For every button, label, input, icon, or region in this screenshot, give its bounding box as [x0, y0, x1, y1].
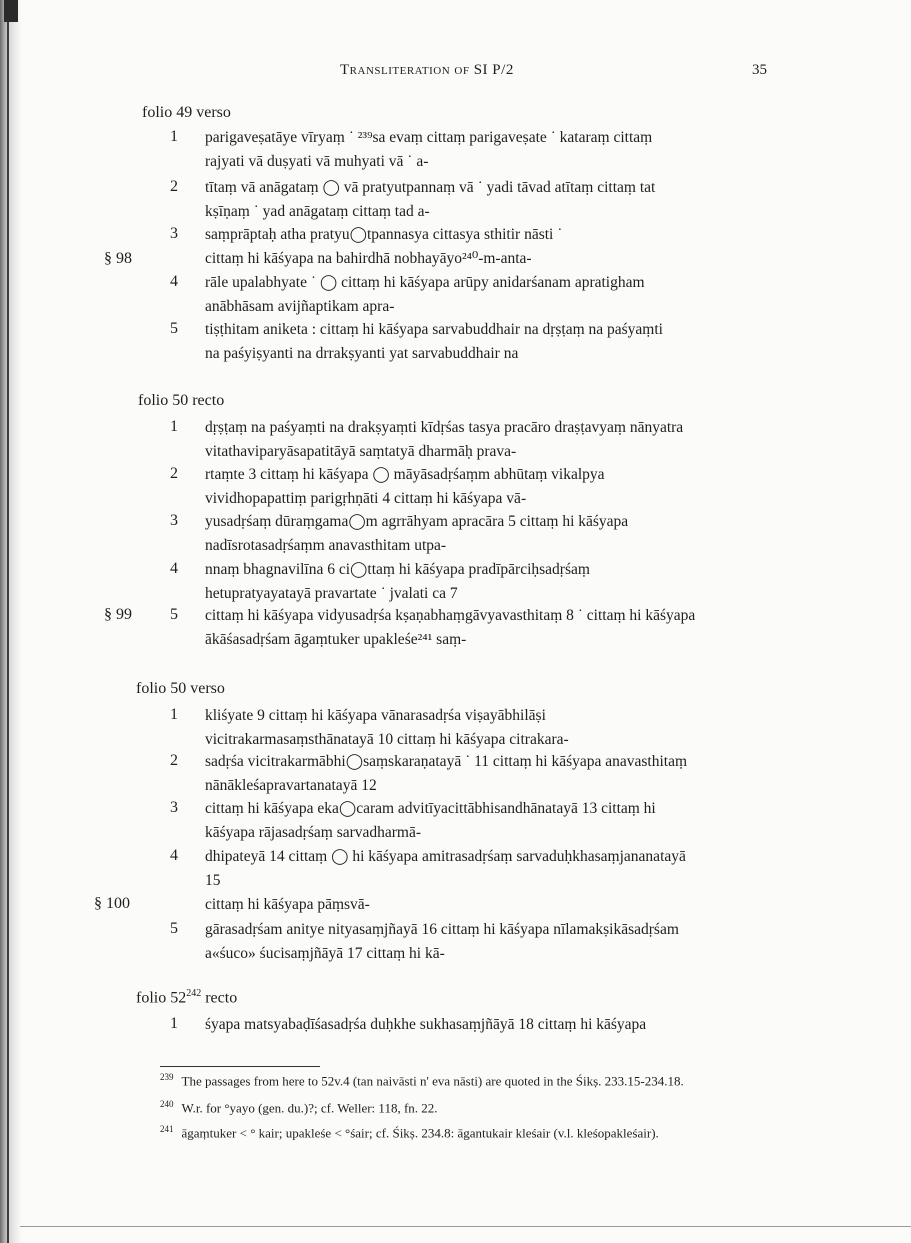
line-number: 2: [170, 752, 178, 769]
line-text: rāle upalabhyate ˙ ◯ cittaṃ hi kāśyapa arūpy anidarśanam apratigham: [205, 274, 645, 291]
line-number: 1: [170, 418, 178, 435]
line-text-continued: a«śuco» śucisaṃjñāyā 17 cittaṃ hi kā-: [205, 945, 445, 962]
line-number: 3: [170, 512, 178, 529]
line-number: 5: [170, 606, 178, 623]
section-marker: § 98: [104, 250, 132, 267]
line-text-continued: rajyati vā duṣyati vā muhyati vā ˙ a-: [205, 153, 429, 170]
line-text: kliśyate 9 cittaṃ hi kāśyapa vānarasadṛśa viṣayābhilāṣi: [205, 707, 546, 724]
line-text-continued: nānākleśapravartanatayā 12: [205, 777, 377, 794]
line-text: tītaṃ vā anāgataṃ ◯ vā pratyutpannaṃ vā ˙ yadi tāvad atītaṃ cittaṃ tat: [205, 179, 656, 196]
line-number: 1: [170, 128, 178, 145]
footnote-number: 240: [160, 1099, 174, 1109]
line-number: 5: [170, 920, 178, 937]
footnote-number: 239: [160, 1072, 174, 1082]
line-text-continued: ākāśasadṛśam āgaṃtuker upakleśe²⁴¹ saṃ-: [205, 631, 467, 648]
scan-bottom-edge: [20, 1226, 911, 1227]
line-text-continued: hetupratyayatayā pravartate ˙ jvalati ca 7: [205, 585, 458, 602]
book-binding-shadow: [0, 0, 22, 1243]
folio-heading: folio $52^{242}$ recto: [136, 988, 238, 1007]
line-text-continued: anābhāsam avijñaptikam apra-: [205, 298, 395, 315]
line-text: rtaṃte 3 cittaṃ hi kāśyapa ◯ māyāsadṛśaṃm abhūtaṃ vikalpya: [205, 466, 605, 483]
line-text: parigaveṣatāye vīryaṃ ˙ ²³⁹sa evaṃ cittaṃ parigaveṣate ˙ kataraṃ cittaṃ: [205, 129, 653, 146]
section-marker: § 100: [94, 895, 130, 912]
line-number: 5: [170, 320, 178, 337]
footnote-rule: [160, 1066, 320, 1067]
line-text: yusadṛśaṃ dūraṃgama◯m agrrāhyam apracāra 5 cittaṃ hi kāśyapa: [205, 513, 629, 530]
line-number: 2: [170, 465, 178, 482]
line-number: 3: [170, 799, 178, 816]
line-text: sadṛśa vicitrakarmābhi◯saṃskaraṇatayā ˙ 11 cittaṃ hi kāśyapa anavasthitaṃ: [205, 753, 688, 770]
scan-corner-mark: [4, 0, 18, 22]
footnote-text: The passages from here to 52v.4 (tan naivāsti n' eva nāsti) are quoted in the Śikṣ. 233.15-234.18.: [181, 1073, 684, 1089]
line-number: 1: [170, 706, 178, 723]
page-number: 35: [752, 62, 767, 78]
line-number: 4: [170, 560, 178, 577]
line-text-continued: kṣīṇaṃ ˙ yad anāgataṃ cittaṃ tad a-: [205, 203, 430, 220]
line-text-continued: cittaṃ hi kāśyapa na bahirdhā nobhayāyo²⁴⁰-m-anta-: [205, 250, 532, 267]
folio-heading: folio 50 verso: [136, 680, 225, 697]
line-text-continued: na paśyiṣyanti na drrakṣyanti yat sarvabuddhair na: [205, 345, 519, 362]
line-text-continued: 15: [205, 872, 221, 889]
footnote: [160, 1099, 438, 1116]
folio-heading: folio 49 verso: [142, 104, 231, 121]
footnote-ref: 242: [186, 988, 202, 999]
line-text-continued: vitathaviparyāsapatitāyā saṃtatyā dharmāḥ prava-: [205, 443, 517, 460]
line-text-continued: cittaṃ hi kāśyapa pāṃsvā-: [205, 896, 370, 913]
line-text-continued: vividhopapattiṃ parigṛhṇāti 4 cittaṃ hi kāśyapa vā-: [205, 490, 527, 507]
line-text-continued: kāśyapa rājasadṛśaṃ sarvadharmā-: [205, 824, 422, 841]
line-number: 3: [170, 225, 178, 242]
line-number: 2: [170, 178, 178, 195]
line-number: 4: [170, 273, 178, 290]
footnote: [160, 1072, 684, 1089]
line-number: 4: [170, 847, 178, 864]
line-text: gārasadṛśam anitye nityasaṃjñayā 16 cittaṃ hi kāśyapa nīlamakṣikāsadṛśam: [205, 921, 679, 938]
line-text: dhipateyā 14 cittaṃ ◯ hi kāśyapa amitrasadṛśaṃ sarvaduḥkhasaṃjananatayā: [205, 848, 686, 865]
line-number: 1: [170, 1015, 178, 1032]
footnote-text: W.r. for °yayo (gen. du.)?; cf. Weller: 118, fn. 22.: [181, 1100, 438, 1116]
folio-heading: folio 50 recto: [138, 392, 225, 409]
line-text: saṃprāptaḥ atha pratyu◯tpannasya cittasya sthitir nāsti ˙: [205, 226, 563, 243]
footnote: [160, 1124, 659, 1141]
line-text: cittaṃ hi kāśyapa vidyusadṛśa kṣaṇabhaṃgāvyavasthitaṃ 8 ˙ cittaṃ hi kāśyapa: [205, 607, 696, 624]
footnote-number: 241: [160, 1124, 174, 1134]
running-head: Transliteration of SI P/2: [340, 62, 514, 78]
line-text: cittaṃ hi kāśyapa eka◯caram advitīyacittābhisandhānatayā 13 cittaṃ hi: [205, 800, 656, 817]
line-text-continued: nadīsrotasadṛśaṃm anavasthitam utpa-: [205, 537, 447, 554]
line-text: śyapa matsyabaḍīśasadṛśa duḥkhe sukhasaṃjñāyā 18 cittaṃ hi kāśyapa: [205, 1016, 647, 1033]
line-text-continued: vicitrakarmasaṃsthānatayā 10 cittaṃ hi kāśyapa citrakara-: [205, 731, 569, 748]
footnote-text: āgaṃtuker < ° kair; upakleśe < °śair; cf. Śikṣ. 234.8: āgantukair kleśair (v.l. kleśopakleśair).: [181, 1125, 659, 1141]
line-text: tiṣṭhitam aniketa : cittaṃ hi kāśyapa sarvabuddhair na dṛṣṭaṃ na paśyaṃti: [205, 321, 663, 338]
line-text: dṛṣṭaṃ na paśyaṃti na drakṣyaṃti kīdṛśas tasya pracāro draṣṭavyaṃ nānyatra: [205, 419, 684, 436]
line-text: nnaṃ bhagnavilīna 6 ci◯ttaṃ hi kāśyapa pradīpārciḥsadṛśaṃ: [205, 561, 590, 578]
section-marker: § 99: [104, 606, 132, 623]
